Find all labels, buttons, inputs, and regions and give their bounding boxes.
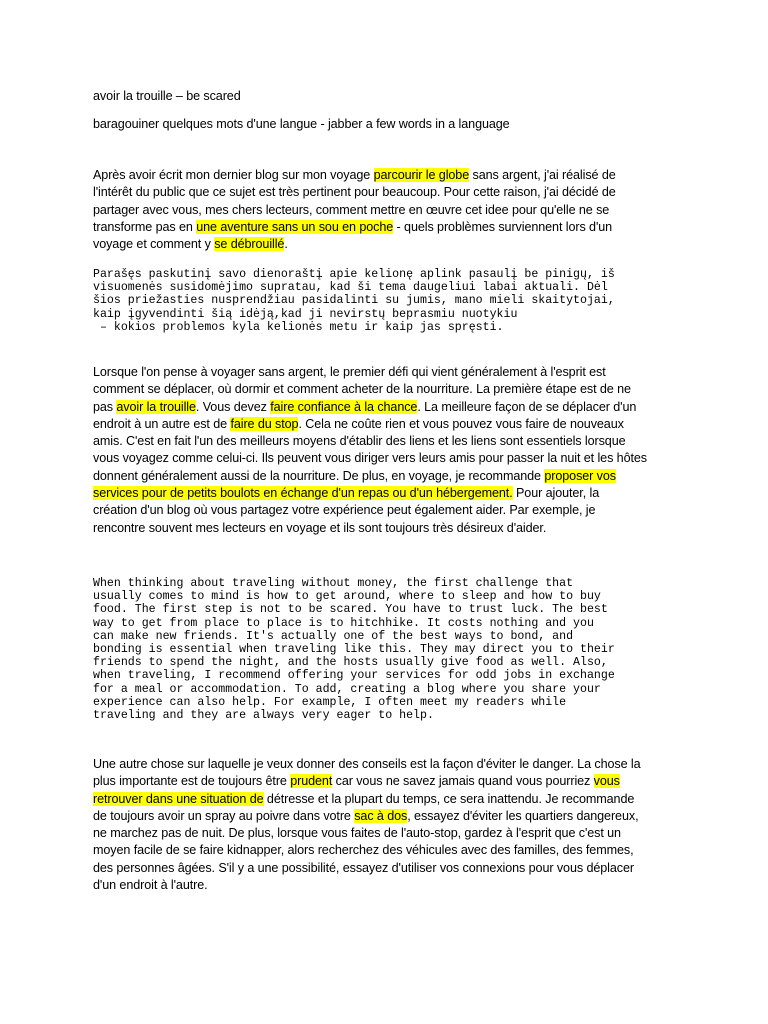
mono-line: Parašęs paskutinį savo dienoraštį apie kelionę aplink pasaulį be pinigų, iš (93, 268, 615, 281)
text-run: , essayez d'éviter les quartiers dangereux, (407, 808, 639, 823)
text-run: Après avoir écrit mon dernier blog sur mon voyage (93, 168, 374, 182)
text-run: Lorsque l'on pense à voyager sans argent, le premier défi qui vient généralement à l'esprit est (93, 365, 606, 379)
mono-line: way to get from place to place is to hitchhike. It costs nothing and you (93, 616, 594, 630)
text-line (93, 791, 640, 808)
text-line (93, 877, 640, 894)
highlighted-phrase: une aventure sans un sou en poche (196, 219, 394, 234)
text-line (93, 433, 647, 450)
text-line (93, 502, 647, 519)
text-line (93, 808, 640, 825)
vocab-line: avoir la trouille – be scared (93, 89, 241, 103)
mono-line: when traveling, I recommend offering your services for odd jobs in exchange (93, 669, 615, 683)
text-line (93, 842, 640, 859)
text-run: . La meilleure façon de se déplacer d'un (417, 399, 637, 414)
text-run: des personnes âgées. S'il y a une possibilité, essayez d'utiliser vos connexions pour vous déplacer (93, 860, 634, 875)
text-run: comment se déplacer, où dormir et comment acheter de la nourriture. La première étape est de ne (93, 382, 631, 397)
text-run: vous voyagez comme celui-ci. Ils peuvent vous diriger vers leurs amis pour passer la nuit et les hôtes (93, 451, 647, 466)
text-line (93, 773, 640, 790)
lithuanian-paragraph (93, 268, 615, 334)
text-run: de toujours avoir un spray au poivre dans votre (93, 808, 355, 823)
vocab-line: baragouiner quelques mots d'une langue - jabber a few words in a language (93, 117, 510, 131)
french-paragraph-2 (93, 364, 647, 537)
text-run: car vous ne savez jamais quand vous pourriez (332, 774, 594, 789)
text-run: sans argent, j'ai réalisé de (469, 168, 616, 182)
text-line (93, 236, 616, 253)
highlighted-phrase: faire confiance à la chance (270, 399, 418, 414)
text-run: moyen facile de se faire kidnapper, alors recherchez des véhicules avec des familles, des femmes, (93, 843, 634, 858)
text-run: transforme pas en (93, 219, 197, 234)
text-run: partager avec vous, mes chers lecteurs, comment mettre en œuvre cet idee pour qu'elle ne se (93, 202, 610, 217)
text-line (93, 202, 616, 219)
text-run: création d'un blog où vous partagez votre expérience peut également aider. Par exemple, je (93, 503, 596, 518)
mono-line: traveling and they are always very eager to help. (93, 709, 434, 723)
text-line (93, 860, 640, 877)
highlighted-phrase: proposer vos (544, 468, 616, 483)
highlighted-phrase: faire du stop (230, 416, 299, 431)
text-line (93, 219, 616, 236)
text-line (93, 485, 647, 502)
mono-line: food. The first step is not to be scared. You have to trust luck. The best (93, 603, 608, 617)
mono-line: bonding is essential when traveling like this. They may direct you to their (93, 643, 615, 657)
text-line (93, 399, 647, 416)
french-paragraph-1 (93, 167, 616, 253)
french-paragraph-3 (93, 756, 640, 894)
text-run: Une autre chose sur laquelle je veux donner des conseils est la façon d'éviter le danger. La chose la (93, 757, 641, 771)
text-line (93, 184, 616, 201)
mono-line: experience can also help. For example, I often meet my readers while (93, 695, 567, 709)
mono-line: visuomenės susidomėjimo supratau, kad ši tema daugeliui labai aktuali. Dėl (93, 281, 608, 295)
mono-line: kaip įgyvendinti šią idėją,kad ji nevirstų beprasmiu nuotykiu (93, 307, 518, 321)
highlighted-phrase: services pour de petits boulots en échange d'un repas ou d'un hébergement. (93, 486, 513, 501)
text-line (93, 450, 647, 467)
text-line (93, 825, 640, 842)
text-run: pas (93, 399, 117, 414)
highlighted-phrase: prudent (290, 774, 333, 789)
mono-line: When thinking about traveling without money, the first challenge that (93, 577, 574, 590)
text-run: . Cela ne coûte rien et vous pouvez vous faire de nouveaux (298, 416, 624, 431)
mono-line: usually comes to mind is how to get around, where to sleep and how to buy (93, 590, 601, 604)
text-run: détresse et la plupart du temps, ce sera inattendu. Je recommande (263, 791, 635, 806)
mono-line: šios priežasties nusprendžiau pasidalinti su jumis, mano mieli skaitytojai, (93, 294, 615, 308)
text-line (93, 381, 647, 398)
text-line (93, 468, 647, 485)
text-run: d'un endroit à l'autre. (93, 878, 208, 893)
mono-line: – kokios problemos kyla kelionės metu ir kaip jas spręsti. (93, 320, 504, 334)
highlighted-phrase: sac à dos (354, 808, 408, 823)
text-line (93, 167, 616, 184)
highlighted-phrase: retrouver dans une situation de (93, 791, 264, 806)
text-line (93, 756, 640, 773)
text-run: endroit à un autre est de (93, 416, 231, 431)
text-run: . (284, 237, 288, 252)
text-line (93, 364, 647, 381)
text-line (93, 416, 647, 433)
text-run: - quels problèmes surviennent lors d'un (393, 219, 613, 234)
text-run: plus importante est de toujours être (93, 774, 291, 789)
text-run: voyage et comment y (93, 237, 215, 252)
text-run: amis. C'est en fait l'un des meilleurs moyens d'établir des liens et les liens sont essentiels lorsque (93, 434, 626, 449)
highlighted-phrase: parcourir le globe (373, 168, 470, 182)
mono-line: for a meal or accommodation. To add, creating a blog where you share your (93, 682, 601, 696)
mono-line: can make new friends. It's actually one of the best ways to bond, and (93, 629, 574, 643)
english-paragraph (93, 577, 615, 722)
highlighted-phrase: vous (593, 774, 620, 789)
highlighted-phrase: avoir la trouille (116, 399, 196, 414)
text-run: . Vous devez (195, 399, 271, 414)
text-run: rencontre souvent mes lecteurs en voyage et ils sont toujours très désireux d'aider. (93, 520, 547, 535)
text-run: ne marchez pas de nuit. De plus, lorsque vous faites de l'auto-stop, gardez à l'esprit que c'est un (93, 826, 621, 841)
text-run: donnent généralement aussi de la nourriture. De plus, en voyage, je recommande (93, 468, 545, 483)
mono-line: friends to spend the night, and the hosts usually give food as well. Also, (93, 656, 608, 670)
highlighted-phrase: se débrouillé (214, 237, 285, 252)
text-line (93, 520, 647, 537)
text-run: Pour ajouter, la (512, 486, 600, 501)
text-run: l'intérêt du public que ce sujet est très pertinent pour beaucoup. Pour cette raison, j'ai décidé de (93, 185, 616, 200)
